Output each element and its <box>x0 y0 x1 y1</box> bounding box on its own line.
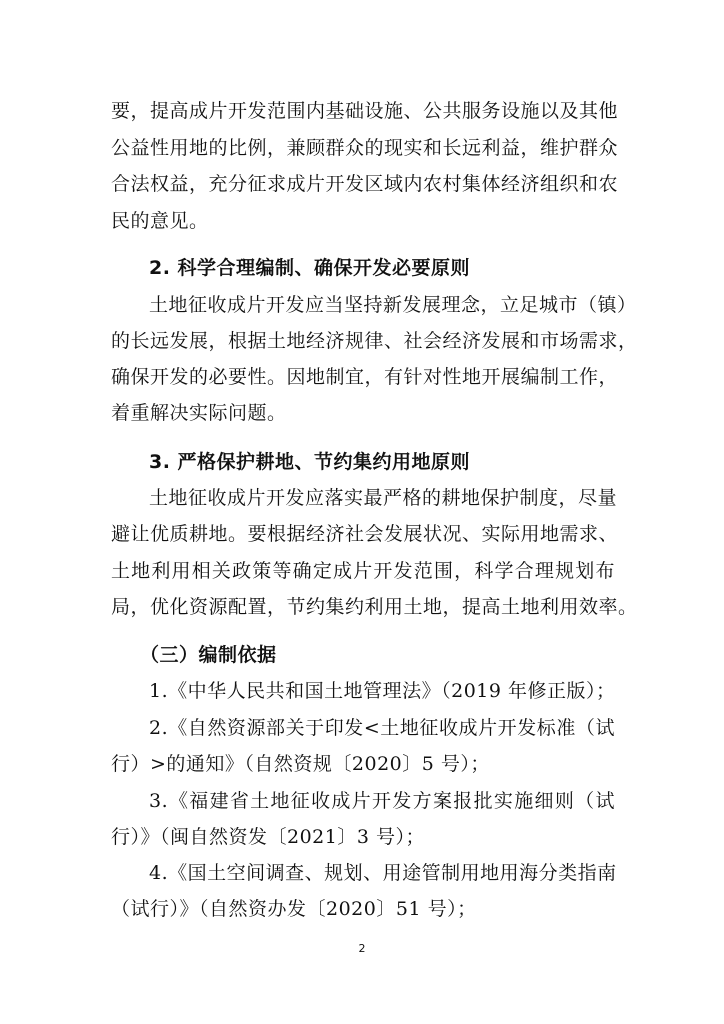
paragraph-line: 的长远发展，根据土地经济规律、社会经济发展和市场需求， <box>111 330 638 352</box>
paragraph-line: 着重解决实际问题。 <box>111 402 287 424</box>
paragraph-line: 局，优化资源配置，节约集约利用土地，提高土地利用效率。 <box>111 596 638 618</box>
basis-item-4-line-1: 4.《国土空间调查、规划、用途管制用地用海分类指南 <box>149 862 617 884</box>
paragraph-line: 要，提高成片开发范围内基础设施、公共服务设施以及其他 <box>111 100 619 122</box>
section-heading-basis: （三）编制依据 <box>140 644 277 666</box>
principle-heading-2: 2. 科学合理编制、确保开发必要原则 <box>149 257 471 279</box>
basis-item-3-line-1: 3.《福建省土地征收成片开发方案报批实施细则（试 <box>149 790 615 812</box>
page-number: 2 <box>358 942 366 955</box>
paragraph-line: 土地利用相关政策等确定成片开发范围，科学合理规划布 <box>111 560 615 582</box>
paragraph-line: 避让优质耕地。要根据经济社会发展状况、实际用地需求、 <box>111 523 619 545</box>
paragraph-line: 土地征收成片开发应落实最严格的耕地保护制度，尽量 <box>149 487 618 509</box>
basis-item-4-line-2: （试行）》（自然资办发〔2020〕51 号）； <box>111 898 477 920</box>
basis-item-1: 1.《中华人民共和国土地管理法》（2019 年修正版）； <box>149 680 616 702</box>
paragraph-line: 民的意见。 <box>111 210 209 232</box>
paragraph-line: 合法权益，充分征求成片开发区域内农村集体经济组织和农 <box>111 173 619 195</box>
paragraph-line: 土地征收成片开发应当坚持新发展理念，立足城市（镇） <box>149 294 637 316</box>
paragraph-line: 确保开发的必要性。因地制宜，有针对性地开展编制工作， <box>111 366 619 388</box>
basis-item-2-line-1: 2.《自然资源部关于印发<土地征收成片开发标准（试 <box>149 717 615 739</box>
basis-item-3-line-2: 行）》（闽自然资发〔2021〕3 号）； <box>111 826 425 848</box>
basis-item-2-line-2: 行）>的通知》（自然资规〔2020〕5 号）； <box>111 753 490 775</box>
paragraph-line: 公益性用地的比例，兼顾群众的现实和长远利益，维护群众 <box>111 137 619 159</box>
principle-heading-3: 3. 严格保护耕地、节约集约用地原则 <box>149 451 471 473</box>
